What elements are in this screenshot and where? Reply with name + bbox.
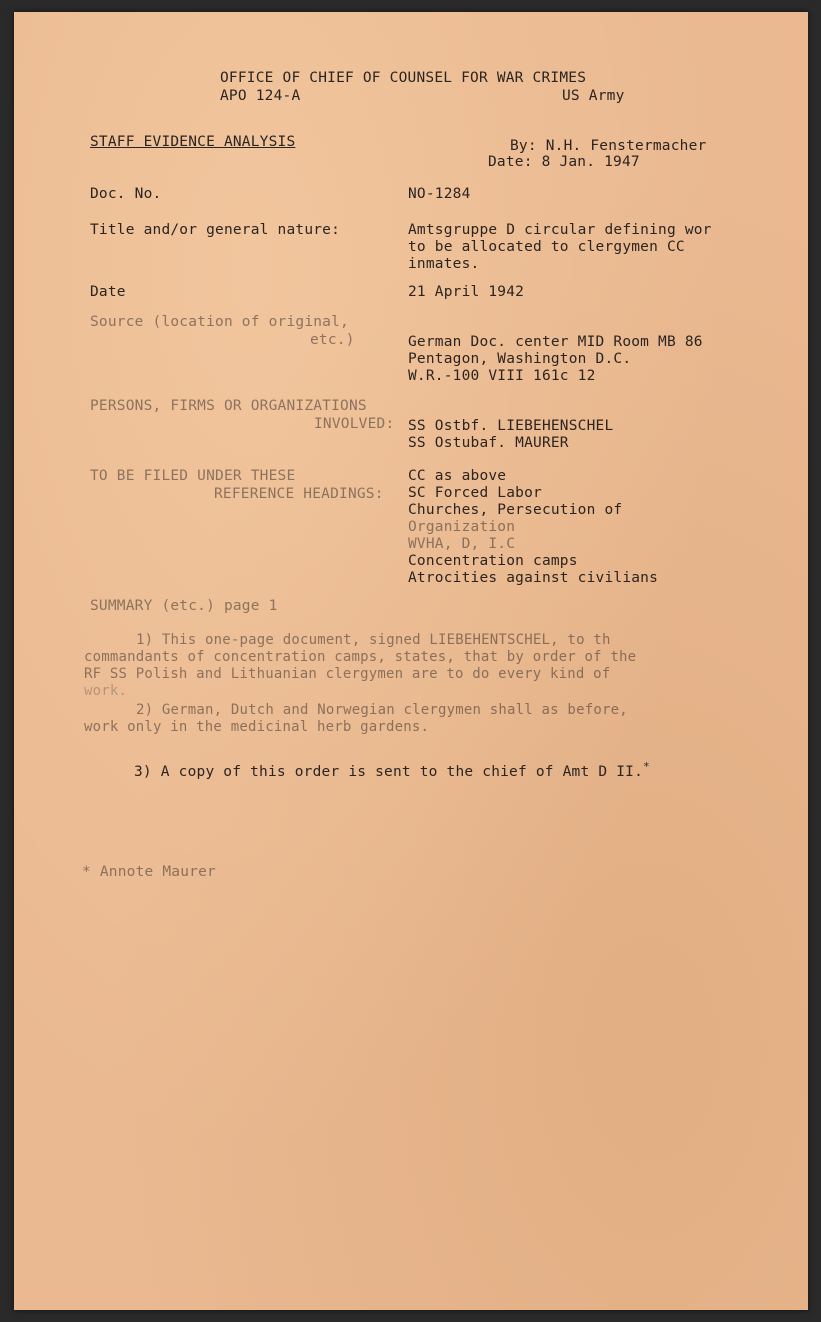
heading-line: WVHA, D, I.C [408,536,516,552]
heading-line: SC Forced Labor [408,485,542,501]
document-page [14,12,808,1310]
doc-no-value: NO-1284 [408,186,471,202]
source-line: German Doc. center MID Room MB 86 [408,334,703,350]
summary-line: commandants of concentration camps, states, that by order of the [84,649,637,665]
summary-paragraph-1 [84,632,636,700]
date-value: 21 April 1942 [408,284,525,300]
footnote: * Annote Maurer [82,864,216,880]
title-line: Amtsgruppe D circular defining wor [408,222,712,238]
headings-label-2: REFERENCE HEADINGS: [214,486,384,502]
heading-line: Churches, Persecution of [408,502,623,518]
source-label-2: etc.) [310,332,355,348]
persons-label: PERSONS, FIRMS OR ORGANIZATIONS [90,398,367,414]
army-label: US Army [562,88,625,104]
source-line: W.R.-100 VIII 161c 12 [408,368,596,384]
summary-line: work. [84,683,128,699]
source-line: Pentagon, Washington D.C. [408,351,632,367]
doc-no-label: Doc. No. [90,186,162,202]
summary-line: RF SS Polish and Lithuanian clergymen are to do every kind of [84,666,611,682]
analysis-date: Date: 8 Jan. 1947 [488,154,640,170]
office-heading: OFFICE OF CHIEF OF COUNSEL FOR WAR CRIMES [220,70,587,86]
source-label: Source (location of original, [90,314,349,330]
summary-line: 3) A copy of this order is sent to the chief of Amt D II. [134,763,643,780]
summary-line: 2) German, Dutch and Norwegian clergymen shall as before, [136,702,628,718]
apo-number: APO 124-A [220,88,301,104]
headings-value [408,468,658,587]
summary-line: 1) This one-page document, signed LIEBEHENTSCHEL, to th [136,632,611,648]
heading-line: CC as above [408,468,507,484]
summary-paragraph-3 [134,758,650,781]
person-line: SS Ostbf. LIEBEHENSCHEL [408,418,614,434]
asterisk-mark: * [643,760,650,773]
headings-label: TO BE FILED UNDER THESE [90,468,296,484]
analyst-name: By: N.H. Fenstermacher [510,138,707,154]
heading-line: Concentration camps [408,553,578,569]
person-line: SS Ostubaf. MAURER [408,435,569,451]
summary-paragraph-2 [84,702,628,736]
summary-label: SUMMARY (etc.) page 1 [90,598,278,614]
persons-value [408,418,613,452]
analysis-title: STAFF EVIDENCE ANALYSIS [90,134,296,150]
title-line: inmates. [408,256,480,272]
title-line: to be allocated to clergymen CC [408,239,685,255]
heading-line: Organization [408,519,516,535]
source-value [408,334,703,385]
summary-line: work only in the medicinal herb gardens. [84,719,430,735]
date-label: Date [90,284,126,300]
persons-label-2: INVOLVED: [314,416,395,432]
title-label: Title and/or general nature: [90,222,341,238]
heading-line: Atrocities against civilians [408,570,659,586]
title-value [408,222,712,273]
